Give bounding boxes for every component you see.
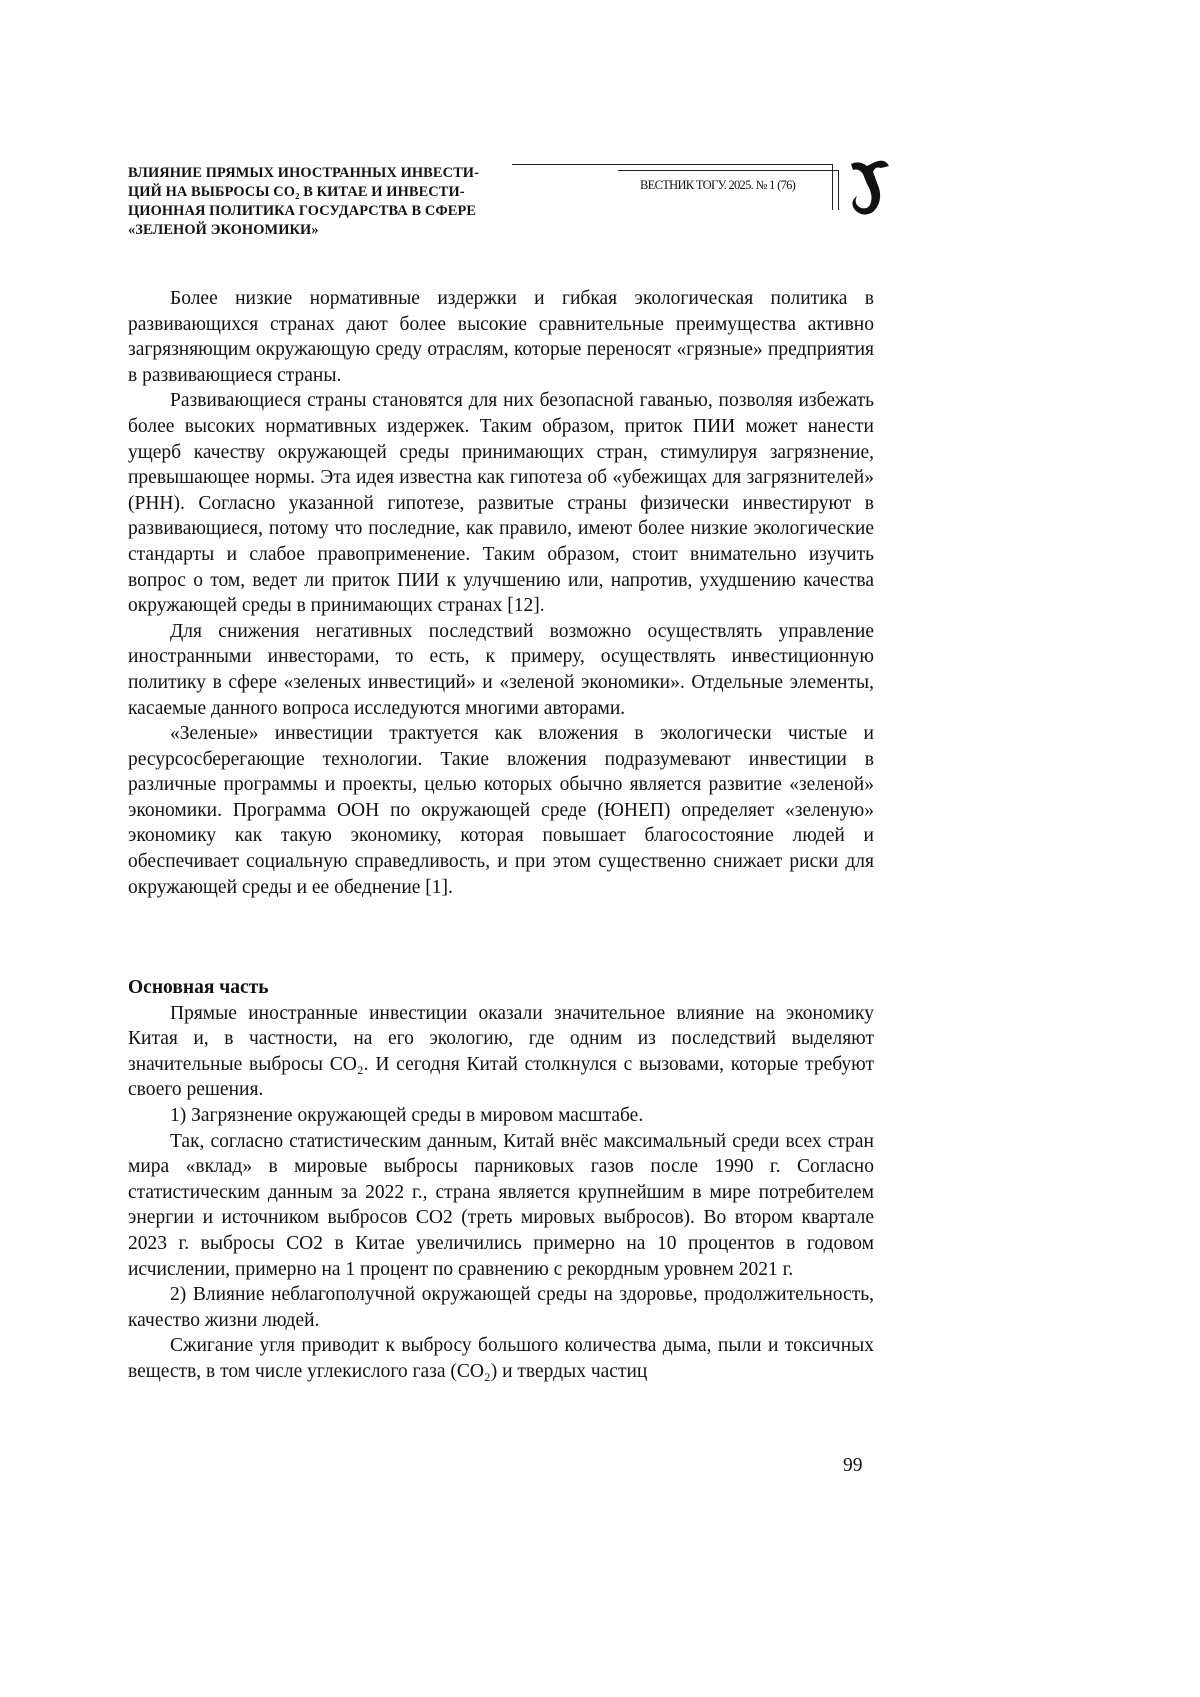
- journal-name: ВЕСТНИК ТОГУ. 2025. № 1 (76): [640, 178, 796, 192]
- running-title-line: «ЗЕЛЕНОЙ ЭКОНОМИКИ»: [128, 222, 319, 238]
- running-title-line: ЦИЙ НА ВЫБРОСЫ СО₂ В КИТАЕ И ИНВЕСТИ-: [128, 184, 465, 200]
- header-rule: [512, 164, 833, 165]
- header-rule: [618, 170, 839, 171]
- paragraph: 1) Загрязнение окружающей среды в мировом масштабе.: [170, 1104, 644, 1126]
- paragraph: Прямые иностранные инвестиции оказали значительное влияние на экономику Китая и, в частности, на его экологию, где одним из последствий выделяют значительные выбросы СО₂. И сегодня Китай столкнулся с вызовами, которые требуют своего решения.: [128, 1002, 874, 1101]
- paragraph: Более низкие нормативные издержки и гибкая экологическая политика в развивающихся странах дают более высокие сравнительные преимущества активно загрязняющим окружающую среду отраслям, которые переносят «грязные» предприятия в развивающиеся страны.: [128, 288, 874, 386]
- page-number: 99: [843, 1455, 863, 1476]
- journal-logo-icon: [845, 158, 893, 218]
- paragraph: Сжигание угля приводит к выбросу большого количества дыма, пыли и токсичных веществ, в том числе углекислого газа (СО₂) и твердых частиц: [128, 1335, 874, 1382]
- running-title-line: ВЛИЯНИЕ ПРЯМЫХ ИНОСТРАННЫХ ИНВЕСТИ-: [128, 165, 479, 181]
- paragraph: Развивающиеся страны становятся для них безопасной гаванью, позволяя избежать более высоких нормативных издержек. Таким образом, приток ПИИ может нанести ущерб качеству окружающей среды принимающих стран, стимулируя загрязнение, превышающее нормы. Эта идея известна как гипотеза об «убежищах для загрязнителей» (PHH). Согласно указанной гипотезе, развитые страны физически инвестируют в развивающиеся, потому что последние, как правило, имеют более низкие экологические стандарты и слабое правоприменение. Таким образом, стоит внимательно изучить вопрос о том, ведет ли приток ПИИ к улучшению или, напротив, ухудшению качества окружающей среды в принимающих странах [12].: [128, 390, 874, 617]
- paragraph: Для снижения негативных последствий возможно осуществлять управление иностранными инвесторами, то есть, к примеру, осуществлять инвестиционную политику в сфере «зеленых инвестиций» и «зеленой экономики». Отдельные элементы, касаемые данного вопроса исследуются многими авторами.: [128, 620, 874, 719]
- paragraph: 2) Влияние неблагополучной окружающей среды на здоровье, продолжительность, качество жизни людей.: [128, 1284, 874, 1331]
- section-heading: Основная часть: [128, 977, 269, 998]
- running-title: [128, 164, 528, 240]
- running-title-line: ЦИОННАЯ ПОЛИТИКА ГОСУДАРСТВА В СФЕРЕ: [128, 203, 477, 219]
- article-body: [128, 286, 874, 900]
- paragraph: Так, согласно статистическим данным, Китай внёс максимальный среди всех стран мира «вклад» в мировые выбросы парниковых газов после 1990 г. Согласно статистическим данным за 2022 г., страна является крупнейшим в мире потребителем энергии и источником выбросов СО2 (треть мировых выбросов). Во втором квартале 2023 г. выбросы СО2 в Китае увеличились примерно на 10 процентов в годовом исчислении, примерно на 1 процент по сравнению с рекордным уровнем 2021 г.: [128, 1130, 874, 1280]
- article-body-main: [128, 975, 874, 1385]
- header-rule: [838, 170, 839, 210]
- paragraph: «Зеленые» инвестиции трактуется как вложения в экологически чистые и ресурсосберегающие технологии. Такие вложения подразумевают инвестиции в различные программы и проекты, целью которых обычно является развитие «зеленой» экономики. Программа ООН по окружающей среде (ЮНЕП) определяет «зеленую» экономику как такую экономику, которая повышает благосостояние людей и обеспечивает социальную справедливость, и при этом существенно снижает риски для окружающей среды и ее обеднение [1].: [128, 723, 874, 898]
